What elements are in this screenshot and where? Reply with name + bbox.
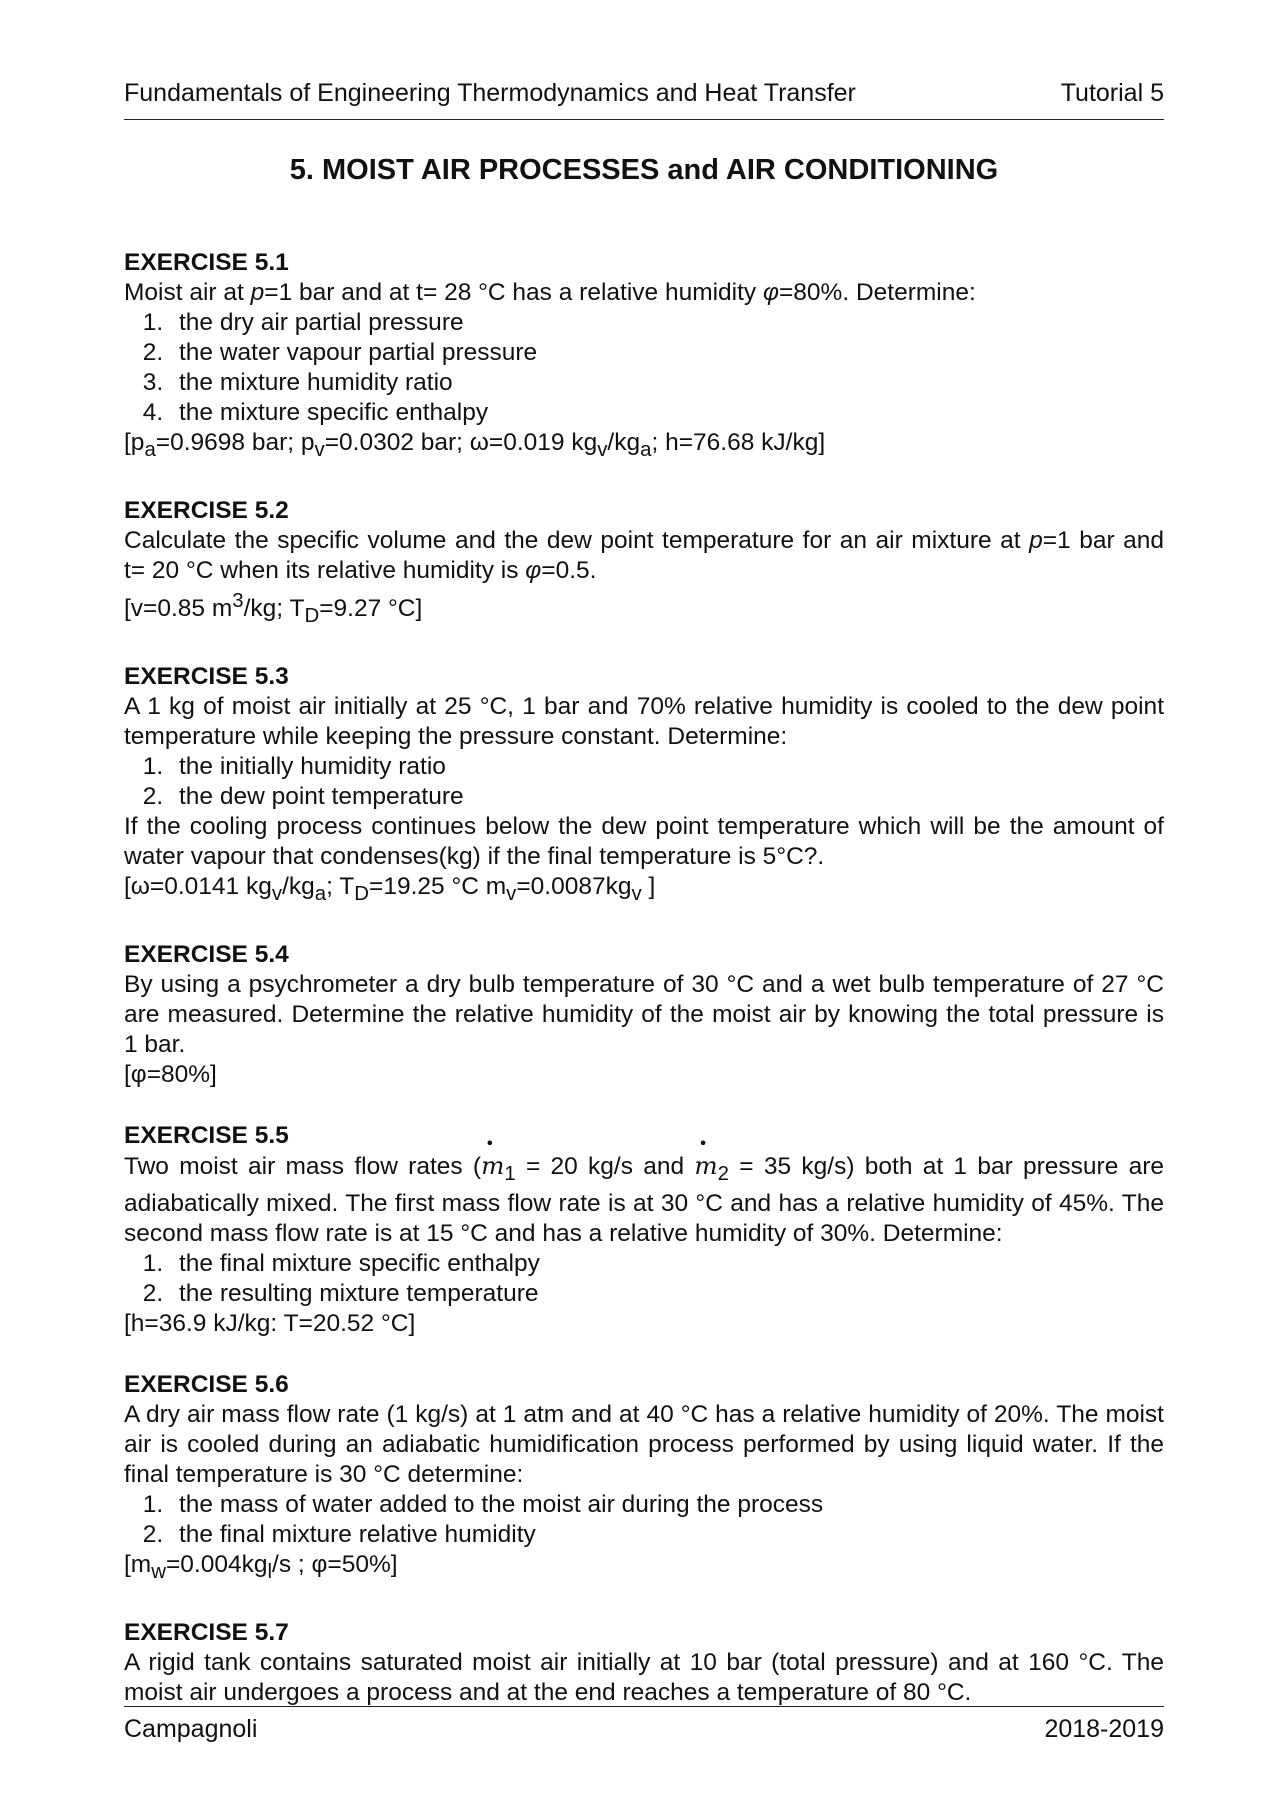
exercise-5-4 xyxy=(124,940,1164,1090)
exercise-5-6 xyxy=(124,1370,1164,1587)
exercise-statement: A dry air mass flow rate (1 kg/s) at 1 atm and at 40 °C has a relative humidity of 20%. The moist air is cooled during an adiabatic humidification process performed by using liquid water. If the final temperature is 30 °C determine: xyxy=(124,1400,1164,1488)
exercise-question-list xyxy=(124,752,1164,812)
question-item: 2. the water vapour partial pressure xyxy=(170,338,1164,368)
mass-flow-rate-symbol: • m xyxy=(481,1151,504,1180)
exercise-statement: By using a psychrometer a dry bulb temperature of 30 °C and a wet bulb temperature of 27 °C are measured. Determine the relative humidity of the moist air by knowing the total pressure is 1 bar. xyxy=(124,970,1164,1058)
question-item: 2. the resulting mixture temperature xyxy=(170,1279,1164,1309)
exercise-statement-continued: If the cooling process continues below the dew point temperature which will be the amount of water vapour that condenses(kg) if the final temperature is 5°C?. xyxy=(124,812,1164,870)
question-item: 1. the final mixture specific enthalpy xyxy=(170,1249,1164,1279)
exercise-answer: [φ=80%] xyxy=(124,1060,217,1088)
question-item: 3. the mixture humidity ratio xyxy=(170,368,1164,398)
header-rule xyxy=(124,119,1164,120)
exercise-list xyxy=(124,248,1164,1739)
question-item: 1. the mass of water added to the moist air during the process xyxy=(170,1490,1164,1520)
exercise-heading: EXERCISE 5.4 xyxy=(124,940,289,968)
exercise-5-5 xyxy=(124,1121,1164,1339)
exercise-heading: EXERCISE 5.5 xyxy=(124,1121,289,1149)
exercise-answer: [ω=0.0141 $kg_v/kg_a$; $T_D=19.25$ °C $m_v=0.0087kg_v$ ] xyxy=(124,872,656,905)
question-item: 2. the dew point temperature xyxy=(170,782,1164,812)
exercise-heading: EXERCISE 5.1 xyxy=(124,249,289,276)
header-course-title: Fundamentals of Engineering Thermodynamics and Heat Transfer xyxy=(124,79,856,107)
exercise-statement: Moist air at p=1 bar and at t= 28 °C has a relative humidity φ=80%. Determine: xyxy=(124,279,976,306)
footer-academic-year: 2018-2019 xyxy=(1044,1715,1164,1743)
page-header xyxy=(124,78,1164,108)
exercise-heading: EXERCISE 5.6 xyxy=(124,1370,289,1398)
exercise-heading: EXERCISE 5.2 xyxy=(124,496,289,524)
page-title: 5. MOIST AIR PROCESSES and AIR CONDITIONING xyxy=(289,154,999,186)
exercise-answer: [v=0.85 $m^3/kg$; $T_D=9.27$ °C] xyxy=(124,589,423,627)
exercise-question-list xyxy=(124,1490,1164,1550)
exercise-answer: [h=36.9 kJ/kg: T=20.52 °C] xyxy=(124,1309,416,1337)
exercise-5-3 xyxy=(124,662,1164,909)
footer-rule xyxy=(124,1706,1164,1707)
question-item: 2. the final mixture relative humidity xyxy=(170,1520,1164,1550)
exercise-heading: EXERCISE 5.7 xyxy=(124,1618,289,1646)
page-footer xyxy=(124,1714,1164,1744)
footer-author: Campagnoli xyxy=(124,1715,258,1743)
exercise-statement: A 1 kg of moist air initially at 25 °C, 1 bar and 70% relative humidity is cooled to the dew point temperature while keeping the pressure constant. Determine: xyxy=(124,692,1164,750)
exercise-5-2 xyxy=(124,496,1164,631)
exercise-answer: [$m_w=0.004kg_l/s$ ; φ=50%] xyxy=(124,1550,398,1583)
mass-flow-rate-symbol: • m xyxy=(694,1151,717,1180)
exercise-5-1 xyxy=(124,248,1164,465)
question-item: 4. the mixture specific enthalpy xyxy=(170,398,1164,428)
question-item: 1. the dry air partial pressure xyxy=(170,308,1164,338)
exercise-statement: A rigid tank contains saturated moist air initially at 10 bar (total pressure) and at 160 °C. The moist air undergoes a process and at the end reaches a temperature of 80 °C. xyxy=(124,1648,1164,1706)
question-item: 1. the initially humidity ratio xyxy=(170,752,1164,782)
exercise-question-list xyxy=(124,308,1164,428)
header-tutorial-number: Tutorial 5 xyxy=(1060,79,1164,107)
exercise-statement: Calculate the specific volume and the dew point temperature for an air mixture at p=1 bar and t= 20 °C when its relative humidity is φ=0.5. xyxy=(124,526,1164,584)
exercise-5-7 xyxy=(124,1618,1164,1708)
exercise-answer: [$p_a=0.9698$ bar; $p_v=0.0302$ bar; ω=0.019 $kg_v/kg_a$; h=76.68 kJ/kg] xyxy=(124,429,826,461)
exercise-heading: EXERCISE 5.3 xyxy=(124,662,289,690)
exercise-statement: Two moist air mass flow rates (• $m_1 = 20$ kg/s and • $m_2 = 35$ kg/s) both at 1 bar pressure are adiabatically mixed. The first mass flow rate is at 30 °C and has a relative humidity of 45%. The second mass flow rate is at 15 °C and has a relative humidity of 30%. Determine: xyxy=(124,1151,1164,1249)
exercise-question-list xyxy=(124,1249,1164,1309)
